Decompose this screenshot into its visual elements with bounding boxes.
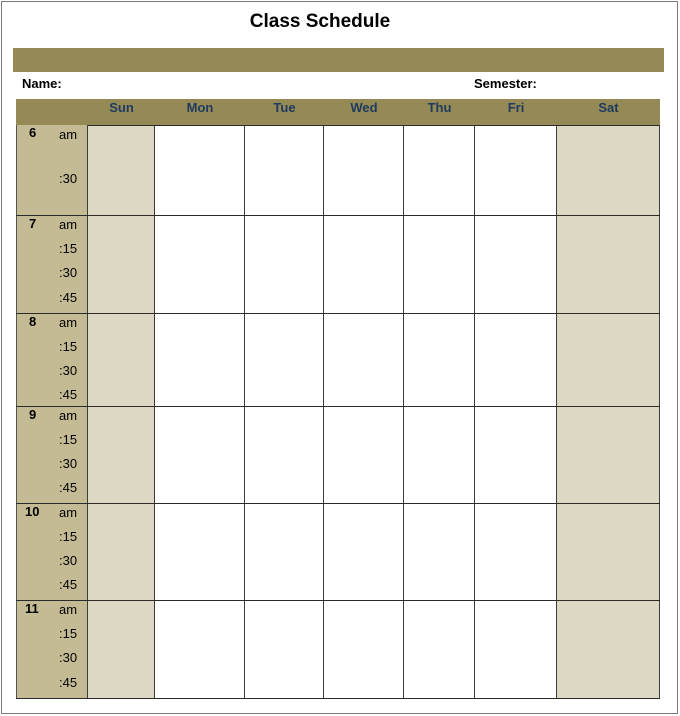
slot-label: :45 — [59, 675, 78, 690]
slot-label: :30 — [59, 650, 78, 665]
slot-label: :15 — [59, 241, 78, 256]
slot-label: am — [59, 217, 78, 232]
day-header-row — [16, 99, 660, 125]
slot-label: :30 — [59, 456, 78, 471]
slot-label: am — [59, 505, 78, 520]
day-header-sun: Sun — [109, 100, 134, 115]
hour-label: 7 — [29, 216, 37, 231]
page-title: Class Schedule — [249, 11, 391, 32]
day-header-tue: Tue — [273, 100, 296, 115]
grid-line — [154, 125, 155, 699]
grid-line — [16, 503, 660, 504]
hour-label: 10 — [25, 504, 40, 519]
slot-label: am — [59, 315, 78, 330]
grid-line — [403, 125, 404, 699]
grid-line — [474, 125, 475, 699]
slot-label: :30 — [59, 265, 78, 280]
slot-label: :15 — [59, 339, 78, 354]
grid-line — [244, 125, 245, 699]
grid-line — [16, 406, 660, 407]
day-header-sat: Sat — [598, 100, 619, 115]
slot-label: am — [59, 127, 78, 142]
hour-label: 6 — [29, 125, 37, 140]
sunday-column[interactable] — [88, 125, 155, 699]
saturday-column[interactable] — [557, 125, 660, 699]
slot-label: am — [59, 408, 78, 423]
slot-label: :15 — [59, 626, 78, 641]
slot-label: :45 — [59, 387, 78, 402]
grid-line — [659, 125, 660, 699]
hour-label: 11 — [25, 601, 39, 616]
day-header-mon: Mon — [186, 100, 214, 115]
slot-label: :15 — [59, 529, 78, 544]
slot-label: :15 — [59, 432, 78, 447]
name-label: Name: — [22, 76, 62, 91]
day-header-thu: Thu — [427, 100, 452, 115]
grid-line — [87, 125, 88, 699]
grid-line — [556, 125, 557, 699]
grid-line — [16, 215, 660, 216]
slot-label: :45 — [59, 290, 78, 305]
title-band — [13, 48, 664, 72]
slot-label: am — [59, 602, 78, 617]
grid-line — [88, 125, 660, 126]
day-header-wed: Wed — [350, 100, 378, 115]
slot-label: :45 — [59, 577, 78, 592]
grid-line — [16, 600, 660, 601]
hour-label: 9 — [29, 407, 37, 422]
slot-label: :30 — [59, 363, 78, 378]
hour-label: 8 — [29, 314, 37, 329]
day-header-fri: Fri — [507, 100, 525, 115]
slot-label: :30 — [59, 171, 78, 186]
slot-label: :30 — [59, 553, 78, 568]
grid-line — [16, 313, 660, 314]
grid-line — [323, 125, 324, 699]
grid-line — [16, 698, 660, 699]
slot-label: :45 — [59, 480, 78, 495]
schedule-grid — [16, 125, 660, 699]
semester-label: Semester: — [474, 76, 537, 91]
